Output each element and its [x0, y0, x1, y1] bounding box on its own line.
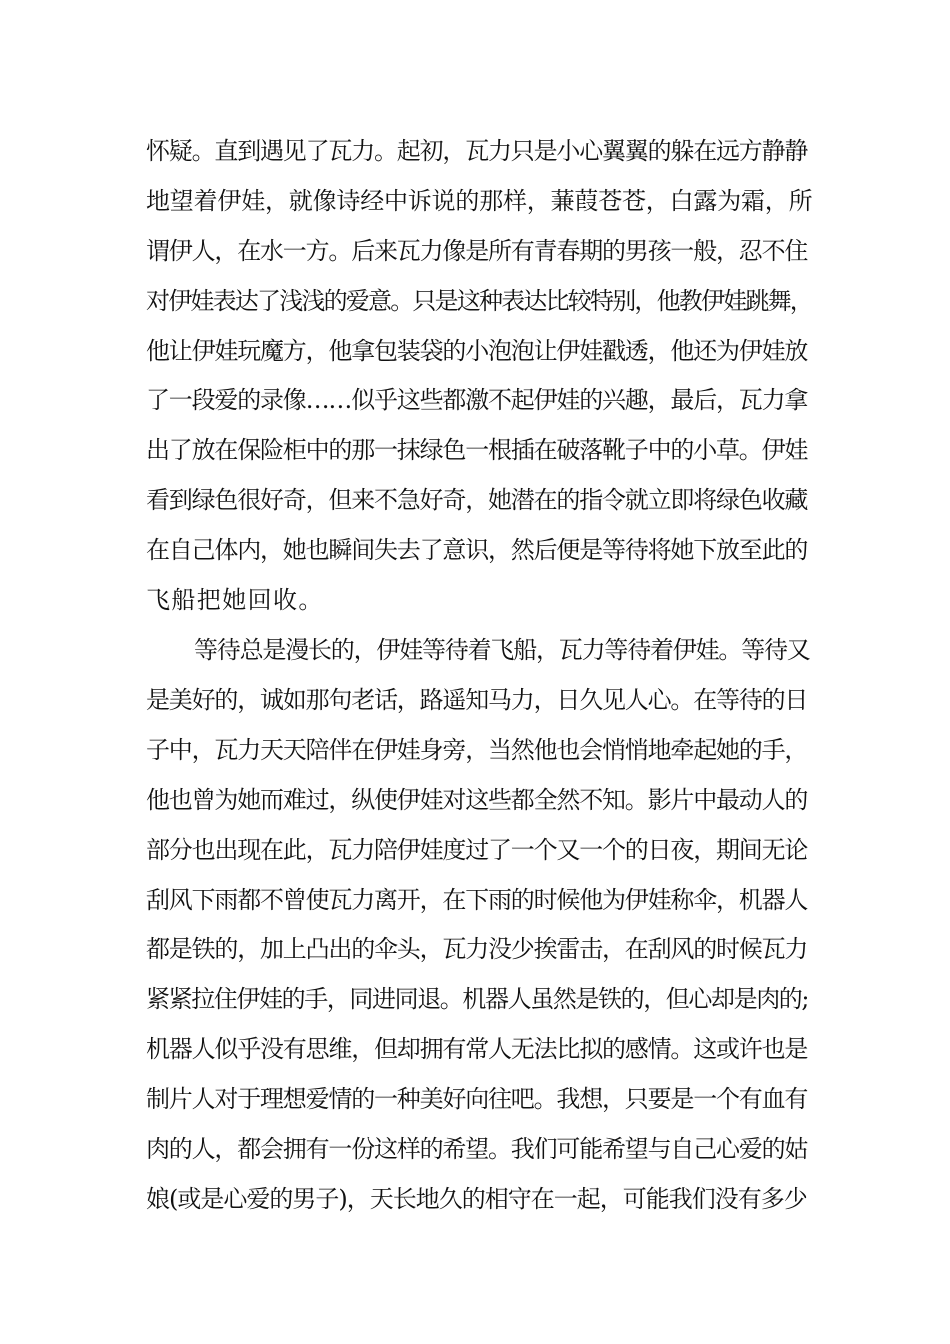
- paragraph-line: 他让伊娃玩魔方，他拿包装袋的小泡泡让伊娃戳透，他还为伊娃放: [146, 337, 808, 365]
- paragraph-line: 飞船把她回收。: [146, 586, 324, 614]
- paragraph-line: 对伊娃表达了浅浅的爱意。只是这种表达比较特别，他教伊娃跳舞，: [146, 287, 812, 315]
- paragraph-line: 是美好的，诚如那句老话，路遥知马力，日久见人心。在等待的日: [146, 686, 808, 714]
- paragraph-line: 地望着伊娃，就像诗经中诉说的那样，蒹葭苍苍，白露为霜，所: [146, 187, 813, 215]
- paragraph-line: 子中，瓦力天天陪伴在伊娃身旁，当然他也会悄悄地牵起她的手，: [146, 736, 808, 764]
- paragraph-line: 了一段爱的录像……似乎这些都激不起伊娃的兴趣，最后，瓦力拿: [146, 386, 808, 414]
- paragraph-line: 在自己体内，她也瞬间失去了意识，然后便是等待将她下放至此的: [146, 536, 808, 564]
- paragraph-line: 他也曾为她而难过，纵使伊娃对这些都全然不知。影片中最动人的: [146, 786, 808, 814]
- paragraph-line: 制片人对于理想爱情的一种美好向往吧。我想，只要是一个有血有: [146, 1085, 808, 1113]
- paragraph-line: 机器人似乎没有思维，但却拥有常人无法比拟的感情。这或许也是: [146, 1035, 808, 1063]
- paragraph-line: 紧紧拉住伊娃的手，同进同退。机器人虽然是铁的，但心却是肉的;: [146, 985, 809, 1013]
- paragraph-line: 肉的人，都会拥有一份这样的希望。我们可能希望与自己心爱的姑: [146, 1135, 808, 1163]
- paragraph-line: 刮风下雨都不曾使瓦力离开，在下雨的时候他为伊娃称伞，机器人: [146, 886, 808, 914]
- paragraph-line: 等待总是漫长的，伊娃等待着飞船，瓦力等待着伊娃。等待又: [194, 636, 810, 664]
- paragraph-line: 出了放在保险柜中的那一抹绿色一根插在破落靴子中的小草。伊娃: [146, 436, 808, 464]
- paragraph-line: 谓伊人，在水一方。后来瓦力像是所有青春期的男孩一般，忍不住: [146, 237, 808, 265]
- paragraph-line: 怀疑。直到遇见了瓦力。起初，瓦力只是小心翼翼的躲在远方静静: [146, 137, 808, 165]
- paragraph-line: 都是铁的，加上凸出的伞头，瓦力没少挨雷击，在刮风的时候瓦力: [146, 935, 808, 963]
- paragraph-line: 看到绿色很好奇，但来不急好奇，她潜在的指令就立即将绿色收藏: [146, 486, 808, 514]
- paragraph-line: 部分也出现在此，瓦力陪伊娃度过了一个又一个的日夜，期间无论: [146, 836, 808, 864]
- paragraph-line: 娘(或是心爱的男子)，天长地久的相守在一起，可能我们没有多少: [146, 1185, 807, 1213]
